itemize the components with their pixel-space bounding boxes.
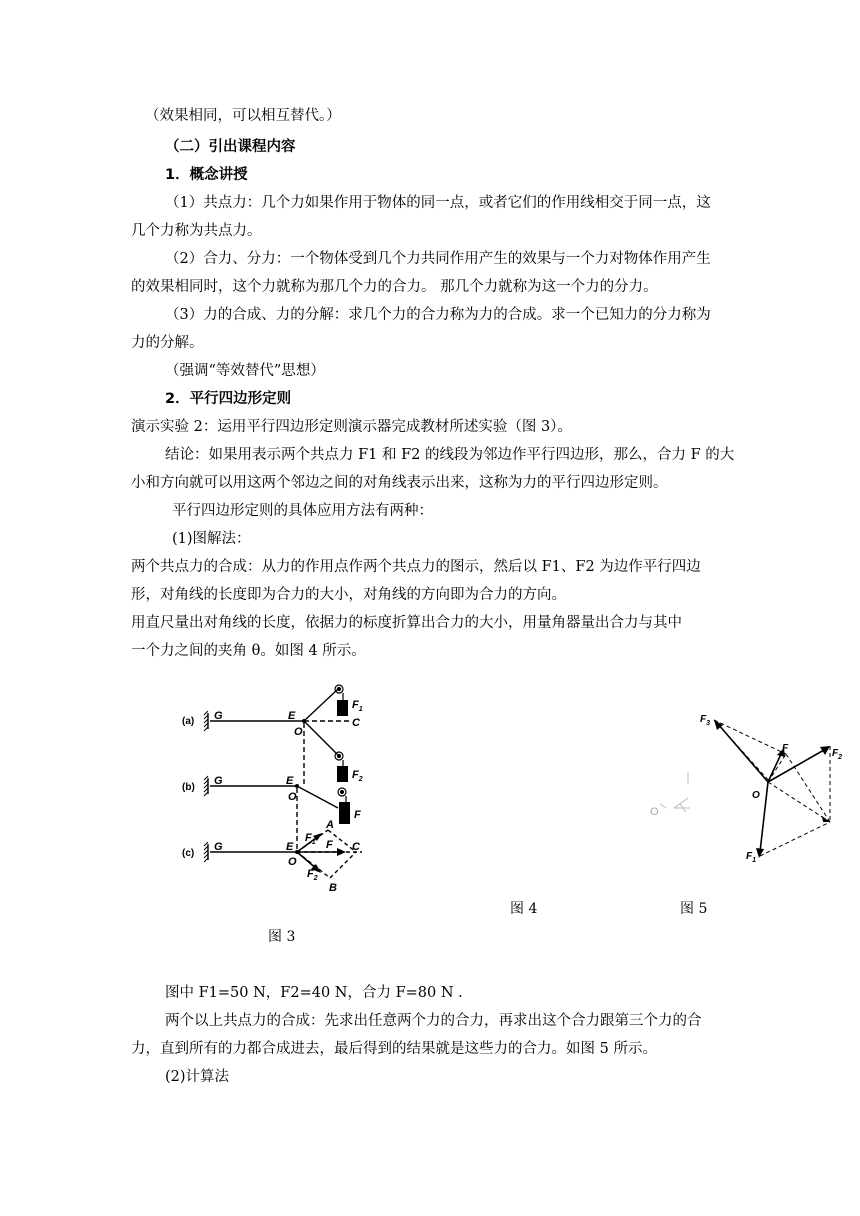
text-line-16: (1)图解法： [172, 531, 251, 547]
text-line-9: 力的分解。 [131, 335, 204, 351]
figure-4-caption: 图 4 [510, 901, 538, 917]
section-heading-2: （二）引出课程内容 [165, 139, 296, 155]
text-line-4: （1）共点力：几个力如果作用于物体的同一点，或者它们的作用线相交于同一点，这 [165, 195, 711, 211]
fig3-label-b: (b) [182, 782, 195, 793]
text-line-19: 用直尺量出对角线的长度，依据力的标度折算出合力的大小，用量角器量出合力与其中 [131, 615, 682, 631]
fig5-label-f: F [782, 743, 789, 754]
fig3-label-a: (a) [182, 716, 195, 727]
text-line-21: 图中 F1=50 N，F2=40 N，合力 F=80 N . [165, 985, 463, 1001]
text-line-17: 两个共点力的合成：从力的作用点作两个共点力的图示，然后以 F1、F2 为边作平行四边 [131, 559, 701, 575]
fig3-label-c: (c) [182, 848, 195, 859]
text-line-20: 一个力之间的夹角 θ。如图 4 所示。 [131, 643, 366, 659]
fig5-label-f3: $F_3$ [700, 714, 711, 727]
figure-5-multi-force-composition [690, 706, 850, 876]
fig3-label-g-a: G [214, 710, 223, 722]
text-line-14: 小和方向就可以用这两个邻边之间的对角线表示出来，这称为力的平行四边形定则。 [131, 475, 668, 491]
fig3-label-f2-b: $F_2$ [352, 769, 363, 783]
fig3-label-c-a: C [352, 717, 360, 729]
fig3-label-f-b: F [354, 809, 361, 821]
fig3-label-f-c: F [326, 839, 333, 851]
fig3-label-e-a: E [288, 710, 296, 722]
text-line-22: 两个以上共点力的合成：先求出任意两个力的合力，再求出这个合力跟第三个力的合 [165, 1013, 702, 1029]
fig3-label-a-point: A [326, 819, 334, 831]
fig3-label-f1-a: $F_1$ [352, 699, 363, 713]
text-line-5: 几个力称为共点力。 [131, 223, 262, 239]
figure-3-caption: 图 3 [268, 929, 296, 945]
figure-3-parallelogram-apparatus [180, 680, 380, 895]
subsection-heading-1: 1．概念讲授 [165, 167, 248, 183]
fig3-label-b-point: B [329, 882, 337, 894]
text-line-6: （2）合力、分力：一个物体受到几个力共同作用产生的效果与一个力对物体作用产生 [165, 251, 711, 267]
text-line-18: 形，对角线的长度即为合力的大小，对角线的方向即为合力的方向。 [131, 587, 566, 603]
text-line-12: 演示实验 2：运用平行四边形定则演示器完成教材所述实验（图 3）。 [131, 419, 572, 435]
fig5-label-f1: $F_1$ [746, 851, 757, 864]
text-line-10: （强调“等效替代”思想） [165, 363, 325, 379]
fig4-label-o: O [650, 806, 659, 818]
fig3-label-o-c: O [288, 856, 297, 868]
text-line-24: (2)计算法 [165, 1069, 230, 1085]
fig5-label-o: O [752, 790, 760, 801]
text-line-7: 的效果相同时，这个力就称为那几个力的合力。 那几个力就称为这一个力的分力。 [131, 279, 658, 295]
text-line-8: （3）力的合成、力的分解：求几个力的合力称为力的合成。求一个已知力的分力称为 [165, 307, 711, 323]
fig3-label-g-b: G [214, 775, 223, 787]
fig3-label-f2-c: $F_2$ [307, 868, 318, 882]
fig3-label-c-c: C [352, 841, 360, 853]
fig3-label-e-c: E [286, 841, 294, 853]
fig3-label-o-b: O [288, 791, 297, 803]
fig3-label-o-a: O [294, 726, 303, 738]
text-line-1: （效果相同，可以相互替代。） [145, 108, 341, 124]
fig3-label-e-b: E [286, 775, 294, 787]
text-line-13: 结论：如果用表示两个共点力 F1 和 F2 的线段为邻边作平行四边形，那么，合力 F 的大 [165, 447, 735, 463]
fig3-label-g-c: G [214, 841, 223, 853]
text-line-15: 平行四边形定则的具体应用方法有两种： [172, 503, 433, 519]
fig3-label-f1-c: $F_1$ [305, 832, 316, 846]
figure-5-caption: 图 5 [680, 901, 708, 917]
fig5-label-f2: $F_2$ [832, 748, 843, 761]
subsection-heading-2: 2．平行四边形定则 [165, 391, 292, 407]
text-line-23: 力，直到所有的力都合成进去，最后得到的结果就是这些力的合力。如图 5 所示。 [131, 1041, 657, 1057]
